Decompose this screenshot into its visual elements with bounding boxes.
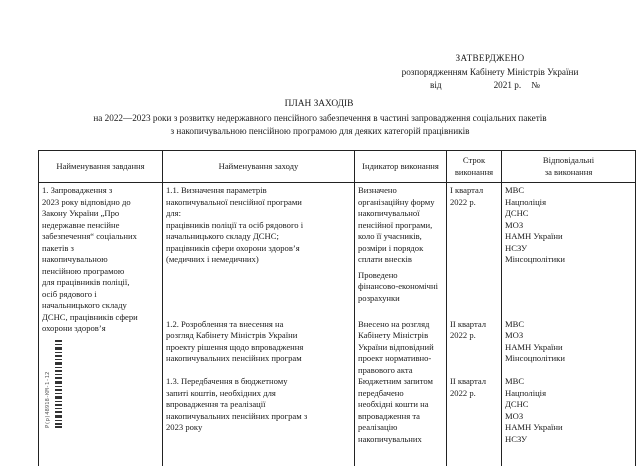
indicator-cell-1-1 (355, 183, 447, 319)
action-line: впровадження та реалізації (166, 399, 351, 411)
approval-stamp (384, 52, 596, 79)
term-value: I квартал 2022 р. (450, 185, 498, 208)
responsible-item: НСЗУ (505, 243, 632, 255)
header-resp-line-1: Відповідальні (505, 155, 632, 167)
approval-date-line (404, 79, 634, 93)
action-line: для: (166, 208, 351, 220)
indicator-line: Проведено (358, 270, 443, 282)
indicator-line: розрахунки (358, 293, 443, 305)
action-line: 1.1. Визначення параметрів (166, 185, 351, 197)
plan-subtitle-line-1: на 2022—2023 роки з розвитку недержавного пенсійного забезпечення в частині запровадження соціальних пакетів (70, 112, 570, 125)
approval-year: 2021 р. (494, 80, 522, 90)
action-line: 2023 року (166, 422, 351, 434)
responsible-cell-1-1 (502, 183, 636, 319)
responsible-item: МОЗ (505, 330, 632, 342)
indicator-line: Кабінету Міністрів (358, 330, 443, 342)
plan-subtitle-line-2: з накопичувальною пенсійною програмою для деяких категорій працівників (70, 125, 570, 138)
header-resp-line-2: за виконання (505, 167, 632, 179)
task-line: охорони здоров’я (42, 323, 159, 335)
header-task: Найменування завдання (39, 151, 163, 183)
indicator-line: проект нормативно- (358, 353, 443, 365)
action-line: 1.2. Розроблення та внесення на (166, 319, 351, 331)
responsible-item: Мінсоцполітики (505, 353, 632, 365)
indicator-cell-1-3 (355, 376, 447, 466)
responsible-item: НАМН України (505, 422, 632, 434)
responsible-item: Мінсоцполітики (505, 254, 632, 266)
indicator-line: накопичувальної (358, 208, 443, 220)
table-header-row (39, 151, 636, 183)
table-row (39, 183, 636, 319)
task-line: пакетів з (42, 243, 159, 255)
term-year: 2022 р. (450, 388, 498, 400)
task-line: ДСНС, працівників сфери (42, 312, 159, 324)
header-term-line-2: виконання (450, 167, 498, 179)
responsible-item: НАМН України (505, 231, 632, 243)
task-line: накопичувальною (42, 254, 159, 266)
barcode-icon (55, 340, 62, 428)
responsible-item: МВС (505, 319, 632, 331)
approval-title: ЗАТВЕРДЖЕНО (384, 52, 596, 66)
action-line: накопичувальних пенсійних програм (166, 353, 351, 365)
indicator-cell-1-2 (355, 319, 447, 377)
action-line: 1.3. Передбачення в бюджетному (166, 376, 351, 388)
approval-from: від (430, 80, 442, 90)
task-line: недержавне пенсійне (42, 220, 159, 232)
indicator-line: Бюджетним запитом (358, 376, 443, 388)
indicator-line: впровадження та (358, 411, 443, 423)
header-action: Найменування заходу (163, 151, 355, 183)
term-cell-1-1 (447, 183, 502, 319)
indicator-line: необхідні кошти на (358, 399, 443, 411)
term-value: II квартал (450, 319, 498, 331)
responsible-cell-1-3 (502, 376, 636, 466)
task-line: пенсійною програмою (42, 266, 159, 278)
header-term-line-1: Строк (450, 155, 498, 167)
indicator-line: фінансово-економічні (358, 281, 443, 293)
barcode-caption: Р(р)48918-КМ-1-12 (45, 342, 53, 428)
indicator-line: правового акта (358, 365, 443, 377)
indicator-line: пенсійної програми, (358, 220, 443, 232)
action-line: накопичувальних пенсійних програм з (166, 411, 351, 423)
action-line: (медичних і немедичних) (166, 254, 351, 266)
action-line: запиті коштів, необхідних для (166, 388, 351, 400)
action-line: розгляд Кабінету Міністрів України (166, 330, 351, 342)
header-term (447, 151, 502, 183)
responsible-item: ДСНС (505, 208, 632, 220)
action-line: начальницького складу ДСНС; (166, 231, 351, 243)
indicator-line: реалізацію (358, 422, 443, 434)
action-line: накопичувальної пенсійної програми (166, 197, 351, 209)
indicator-line: організаційну форму (358, 197, 443, 209)
responsible-item: МОЗ (505, 220, 632, 232)
indicator-line: коло її учасників, (358, 231, 443, 243)
term-cell-1-3 (447, 376, 502, 466)
responsible-item: НАМН України (505, 342, 632, 354)
measures-table (38, 150, 636, 466)
plan-title: ПЛАН ЗАХОДІВ (0, 98, 638, 110)
responsible-item: МОЗ (505, 411, 632, 423)
action-cell-1-1 (163, 183, 355, 319)
indicator-line: Внесено на розгляд (358, 319, 443, 331)
responsible-item: НСЗУ (505, 434, 632, 446)
task-line: начальницького складу (42, 300, 159, 312)
approval-issuer: розпорядженням Кабінету Міністрів України (384, 66, 596, 80)
action-line: проекту рішення щодо впровадження (166, 342, 351, 354)
action-cell-1-3 (163, 376, 355, 466)
responsible-item: Нацполіція (505, 197, 632, 209)
plan-subtitle (70, 112, 570, 137)
responsible-item: МВС (505, 376, 632, 388)
action-line: працівників сфери охорони здоров’я (166, 243, 351, 255)
indicator-extra (358, 270, 443, 305)
responsible-cell-1-2 (502, 319, 636, 377)
indicator-line: передбачено (358, 388, 443, 400)
indicator-line: накопичувальних (358, 434, 443, 446)
indicator-line: України відповідний (358, 342, 443, 354)
task-line: Закону України „Про (42, 208, 159, 220)
term-cell-1-2 (447, 319, 502, 377)
task-line: для працівників поліції, (42, 277, 159, 289)
approval-number: № (531, 80, 540, 90)
task-line: осіб рядового і (42, 289, 159, 301)
action-line: працівників поліції та осіб рядового і (166, 220, 351, 232)
header-indicator: Індикатор виконання (355, 151, 447, 183)
task-line: забезпечення“ соціальних (42, 231, 159, 243)
indicator-line: Визначено (358, 185, 443, 197)
responsible-item: Нацполіція (505, 388, 632, 400)
indicator-line: сплати внесків (358, 254, 443, 266)
task-line: 1. Запровадження з (42, 185, 159, 197)
term-value: II квартал (450, 376, 498, 388)
task-line: 2023 року відповідно до (42, 197, 159, 209)
indicator-line: розміри і порядок (358, 243, 443, 255)
action-cell-1-2 (163, 319, 355, 377)
term-year: 2022 р. (450, 330, 498, 342)
responsible-item: ДСНС (505, 399, 632, 411)
responsible-item: МВС (505, 185, 632, 197)
header-responsible (502, 151, 636, 183)
